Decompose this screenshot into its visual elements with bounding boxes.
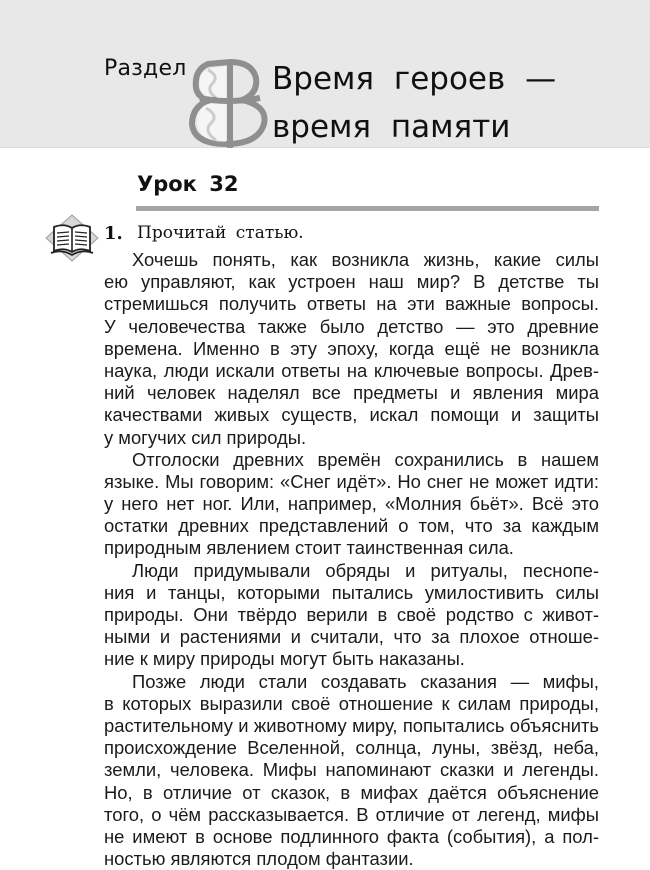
article-line: ния и танцы, которыми пытались умилостивить силы — [104, 581, 599, 603]
article-line: ею управляют, как устроен наш мир? В детстве ты — [104, 271, 599, 293]
article-line: времена. Именно в эту эпоху, когда ещё не возникла — [104, 337, 599, 359]
article-line: ностью являются плодом фантазии. — [104, 848, 414, 870]
open-book-icon — [44, 213, 100, 263]
article-line: ний человек наделял все предметы и явления мира — [104, 382, 599, 404]
article-line: природным явлением стоит таинственная сила. — [104, 537, 514, 559]
article-line: стремишься получить ответы на эти важные вопросы. — [104, 293, 599, 315]
article-line: Отголоски древних времён сохранились в нашем — [132, 448, 599, 470]
lesson-divider — [136, 206, 599, 211]
section-title-line-2: время памяти — [272, 109, 511, 145]
article-text — [104, 249, 599, 870]
article-line: того, о чём рассказывается. В отличие от легенд, мифы — [104, 803, 599, 825]
lesson-title: Урок 32 — [137, 172, 239, 196]
section-title-line-1: Время героев — — [272, 61, 557, 97]
article-line: ными и растениями и считали, что за плохое отноше- — [104, 626, 599, 648]
article-line: Позже люди стали создавать сказания — мифы, — [132, 670, 599, 692]
article-line: Люди придумывали обряды и ритуалы, песнопе- — [132, 559, 599, 581]
article-line: наука, люди искали ответы на ключевые вопросы. Древ- — [104, 359, 599, 381]
article-line: у него нет ног. Или, например, «Молния бьёт». Всё это — [104, 493, 599, 515]
article-line: Но, в отличие от сказок, в мифах даётся объяснение — [104, 781, 599, 803]
section-title — [272, 55, 556, 151]
article-line: языке. Мы говорим: «Снег идёт». Но снег не может идти: — [104, 470, 599, 492]
section-letter-icon — [186, 54, 270, 150]
section-header-band — [0, 0, 650, 148]
article-line: в которых выразили своё отношение к силам природы, — [104, 692, 599, 714]
article-line: растительному и животному миру, попытались объяснить — [104, 714, 599, 736]
article-line: у могучих сил природы. — [104, 426, 307, 448]
article-line: У человечества также было детство — это древние — [104, 315, 599, 337]
article-line: Хочешь понять, как возникла жизнь, какие силы — [132, 249, 599, 270]
article-line: не имеют в основе подлинного факта (события), а пол- — [104, 825, 599, 847]
task-number: 1. — [104, 223, 123, 244]
article-line: качествами живых существ, искал помощи и защиты — [104, 404, 599, 426]
article-line: земли, человека. Мифы напоминают сказки и легенды. — [104, 759, 599, 781]
task-instruction: Прочитай статью. — [137, 223, 304, 243]
article-line: происхождение Вселенной, солнца, луны, звёзд, неба, — [104, 737, 599, 759]
article-line: природы. Они твёрдо верили в своё родство с живот- — [104, 604, 599, 625]
article-line: остатки древних представлений о том, что за каждым — [104, 515, 599, 537]
section-label: Раздел — [104, 56, 187, 81]
article-line: ние к миру природы могут быть наказаны. — [104, 648, 465, 670]
